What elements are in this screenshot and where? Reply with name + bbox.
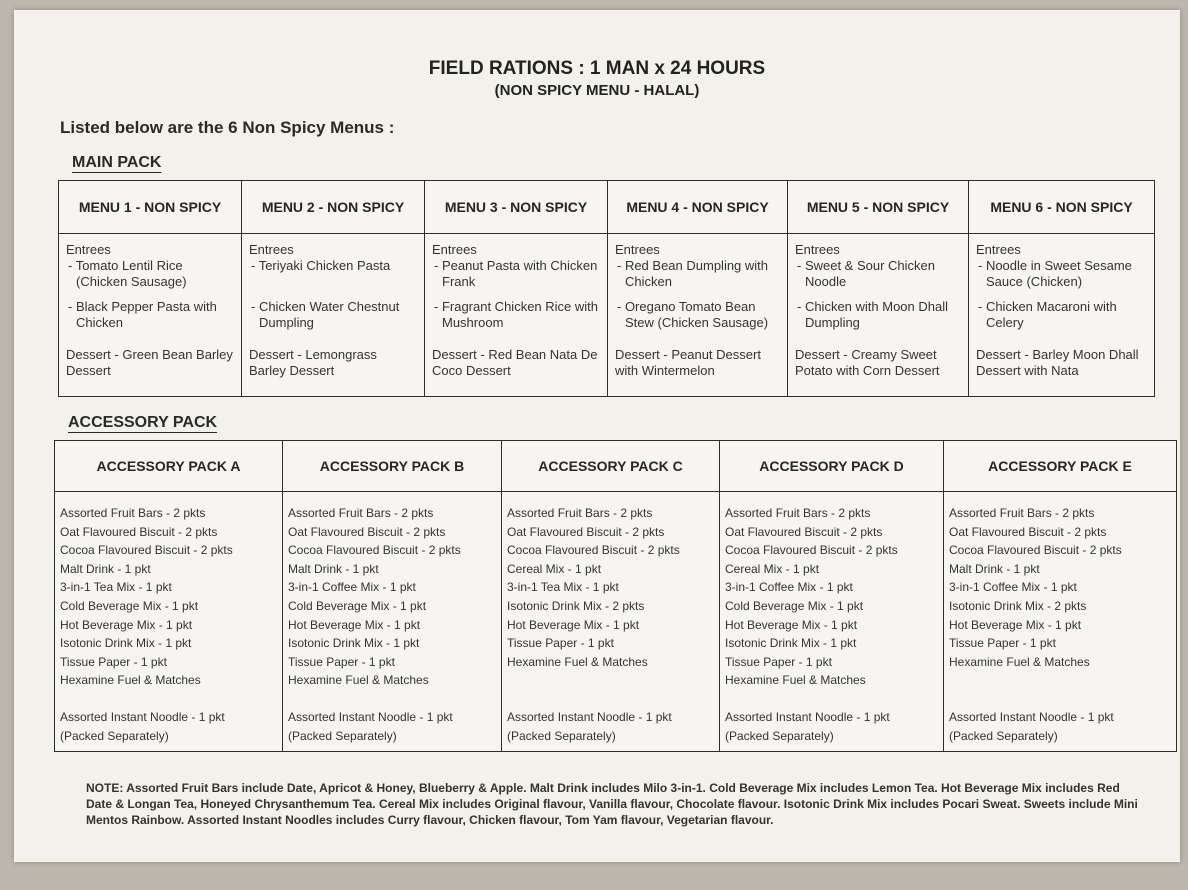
- menu-5-cell: [788, 234, 969, 397]
- accessory-item: Cocoa Flavoured Biscuit - 2 pkts: [949, 543, 1122, 558]
- accessory-item: Hexamine Fuel & Matches: [288, 673, 429, 688]
- entrees-label: Entrees: [615, 242, 660, 257]
- accessory-item: Hot Beverage Mix - 1 pkt: [949, 617, 1082, 632]
- document-title: FIELD RATIONS : 1 MAN x 24 HOURS: [428, 58, 766, 79]
- accessory-item: Tissue Paper - 1 pkt: [507, 636, 614, 651]
- menu-3-header: MENU 3 - NON SPICY: [425, 181, 608, 234]
- accessory-item: Oat Flavoured Biscuit - 2 pkts: [725, 524, 883, 539]
- entree-item: - Chicken Water Chestnut Dumpling: [251, 299, 400, 330]
- accessory-item: Cold Beverage Mix - 1 pkt: [288, 598, 427, 613]
- packed-separately-note: (Packed Separately): [288, 728, 397, 743]
- accessory-item: Tissue Paper - 1 pkt: [288, 654, 395, 669]
- entree-item: - Fragrant Chicken Rice with Mushroom: [434, 299, 598, 330]
- accessory-item: 3-in-1 Tea Mix - 1 pkt: [60, 580, 172, 595]
- entrees-label: Entrees: [795, 242, 840, 257]
- accessory-item: Hot Beverage Mix - 1 pkt: [60, 617, 193, 632]
- accessory-item: Tissue Paper - 1 pkt: [949, 636, 1056, 651]
- accessory-item: Hot Beverage Mix - 1 pkt: [725, 617, 858, 632]
- accessory-item: Oat Flavoured Biscuit - 2 pkts: [288, 524, 446, 539]
- accessory-item: Assorted Fruit Bars - 2 pkts: [60, 506, 206, 520]
- accessory-item: Assorted Fruit Bars - 2 pkts: [725, 506, 871, 520]
- dessert-item: Dessert - Red Bean Nata De Coco Dessert: [432, 347, 598, 378]
- accessory-pack-c-cell: [502, 492, 720, 752]
- accessory-item: Oat Flavoured Biscuit - 2 pkts: [949, 524, 1107, 539]
- accessory-pack-e-cell: [944, 492, 1177, 752]
- entrees-label: Entrees: [249, 242, 294, 257]
- accessory-item: Assorted Fruit Bars - 2 pkts: [949, 506, 1095, 520]
- accessory-item: 3-in-1 Coffee Mix - 1 pkt: [288, 580, 416, 595]
- accessory-pack-a-cell: [55, 492, 283, 752]
- accessory-item: 3-in-1 Tea Mix - 1 pkt: [507, 580, 619, 595]
- accessory-pack-d-cell: [720, 492, 944, 752]
- accessory-pack-c-header: ACCESSORY PACK C: [502, 441, 720, 492]
- menu-1-cell: [59, 234, 242, 397]
- accessory-pack-header-row: [55, 441, 1177, 492]
- accessory-item: Malt Drink - 1 pkt: [949, 561, 1040, 576]
- accessory-item: Hexamine Fuel & Matches: [507, 654, 648, 669]
- note-text: Assorted Fruit Bars include Date, Apricot & Honey, Blueberry & Apple. Malt Drink includes Milo 3-in-1. Cold Beverage Mix includes Lemon Tea. Hot Beverage Mix includes Red Date & Longan Tea, Honeyed Chrysanthemum Tea. Cereal Mix includes Original flavour, Vanilla flavour, Chocolate flavour. Isotonic Drink Mix includes Pocari Sweat. Sweets include Mini Mentos Rainbow. Assorted Instant Noodles includes Curry flavour, Chicken flavour, Tom Yam flavour, Vegetarian flavour.: [86, 781, 1138, 827]
- intro-text: Listed below are the 6 Non Spicy Menus :: [60, 118, 395, 137]
- accessory-pack-content-row: [55, 492, 1177, 752]
- packed-separately-note: (Packed Separately): [725, 728, 834, 743]
- menu-6-cell: [969, 234, 1155, 397]
- main-pack-content-row: [59, 234, 1155, 397]
- main-pack-heading: MAIN PACK: [72, 154, 162, 171]
- dessert-item: Dessert - Green Bean Barley Dessert: [66, 347, 233, 378]
- ration-sheet: [14, 10, 1180, 862]
- accessory-pack-b-cell: [283, 492, 502, 752]
- entree-item: - Red Bean Dumpling with Chicken: [617, 258, 769, 289]
- accessory-item: Oat Flavoured Biscuit - 2 pkts: [60, 524, 218, 539]
- instant-noodle-item: Assorted Instant Noodle - 1 pkt: [60, 710, 225, 724]
- accessory-pack-table: [54, 440, 1177, 752]
- accessory-item: Tissue Paper - 1 pkt: [60, 654, 167, 669]
- dessert-item: Dessert - Lemongrass Barley Dessert: [249, 347, 377, 378]
- menu-1-header: MENU 1 - NON SPICY: [59, 181, 242, 234]
- accessory-item: Cold Beverage Mix - 1 pkt: [60, 598, 199, 613]
- accessory-item: 3-in-1 Coffee Mix - 1 pkt: [949, 580, 1077, 595]
- entree-item: - Oregano Tomato Bean Stew (Chicken Sausage): [617, 299, 769, 330]
- entree-item: - Black Pepper Pasta with Chicken: [68, 299, 217, 330]
- dessert-item: Dessert - Peanut Dessert with Wintermelon: [615, 347, 761, 378]
- accessory-item: Malt Drink - 1 pkt: [288, 561, 379, 576]
- accessory-pack-e-header: ACCESSORY PACK E: [944, 441, 1177, 492]
- menu-4-header: MENU 4 - NON SPICY: [608, 181, 788, 234]
- accessory-item: Tissue Paper - 1 pkt: [725, 654, 832, 669]
- accessory-items-list: [60, 504, 277, 704]
- accessory-item: Hot Beverage Mix - 1 pkt: [288, 617, 421, 632]
- accessory-item: Isotonic Drink Mix - 2 pkts: [949, 598, 1087, 613]
- menu-6-header: MENU 6 - NON SPICY: [969, 181, 1155, 234]
- main-pack-header-row: [59, 181, 1155, 234]
- entrees-label: Entrees: [66, 242, 111, 257]
- accessory-item: Hot Beverage Mix - 1 pkt: [507, 617, 640, 632]
- accessory-pack-heading: ACCESSORY PACK: [68, 414, 218, 431]
- dessert-item: Dessert - Creamy Sweet Potato with Corn Dessert: [795, 347, 940, 378]
- accessory-item: Hexamine Fuel & Matches: [949, 654, 1090, 669]
- menu-5-header: MENU 5 - NON SPICY: [788, 181, 969, 234]
- accessory-items-list: [949, 504, 1171, 704]
- note-paragraph: [86, 780, 1140, 828]
- accessory-items-list: [288, 504, 496, 704]
- accessory-items-list: [725, 504, 938, 704]
- packed-separately-note: (Packed Separately): [60, 728, 169, 743]
- accessory-item: Isotonic Drink Mix - 2 pkts: [507, 598, 645, 613]
- accessory-item: Assorted Fruit Bars - 2 pkts: [507, 506, 653, 520]
- accessory-item: Cereal Mix - 1 pkt: [725, 561, 820, 576]
- accessory-item: Cereal Mix - 1 pkt: [507, 561, 602, 576]
- instant-noodle-item: Assorted Instant Noodle - 1 pkt: [949, 710, 1114, 724]
- accessory-item: Cocoa Flavoured Biscuit - 2 pkts: [60, 543, 233, 558]
- accessory-item: Assorted Fruit Bars - 2 pkts: [288, 506, 434, 520]
- accessory-pack-b-header: ACCESSORY PACK B: [283, 441, 502, 492]
- packed-separately-note: (Packed Separately): [949, 728, 1058, 743]
- accessory-items-list: [507, 504, 714, 704]
- entrees-label: Entrees: [976, 242, 1021, 257]
- entree-item: - Sweet & Sour Chicken Noodle: [797, 258, 936, 289]
- accessory-item: Malt Drink - 1 pkt: [60, 561, 151, 576]
- menu-3-cell: [425, 234, 608, 397]
- accessory-item: Cold Beverage Mix - 1 pkt: [725, 598, 864, 613]
- menu-2-header: MENU 2 - NON SPICY: [242, 181, 425, 234]
- accessory-item: Isotonic Drink Mix - 1 pkt: [60, 636, 192, 651]
- accessory-item: Isotonic Drink Mix - 1 pkt: [288, 636, 420, 651]
- packed-separately-note: (Packed Separately): [507, 728, 616, 743]
- entree-item: - Chicken Macaroni with Celery: [978, 299, 1117, 330]
- entree-item: - Tomato Lentil Rice (Chicken Sausage): [68, 258, 187, 289]
- accessory-item: Oat Flavoured Biscuit - 2 pkts: [507, 524, 665, 539]
- entree-item: - Chicken with Moon Dhall Dumpling: [797, 299, 949, 330]
- instant-noodle-item: Assorted Instant Noodle - 1 pkt: [725, 710, 890, 724]
- dessert-item: Dessert - Barley Moon Dhall Dessert with Nata: [976, 347, 1139, 378]
- entree-item: - Noodle in Sweet Sesame Sauce (Chicken): [978, 258, 1132, 289]
- accessory-pack-d-header: ACCESSORY PACK D: [720, 441, 944, 492]
- note-label: NOTE:: [86, 781, 124, 795]
- accessory-item: Cocoa Flavoured Biscuit - 2 pkts: [288, 543, 461, 558]
- accessory-item: Cocoa Flavoured Biscuit - 2 pkts: [725, 543, 898, 558]
- accessory-item: 3-in-1 Coffee Mix - 1 pkt: [725, 580, 853, 595]
- accessory-item: Hexamine Fuel & Matches: [725, 673, 866, 688]
- main-pack-table: [58, 180, 1155, 397]
- menu-2-cell: [242, 234, 425, 397]
- accessory-item: Isotonic Drink Mix - 1 pkt: [725, 636, 857, 651]
- instant-noodle-item: Assorted Instant Noodle - 1 pkt: [288, 710, 453, 724]
- instant-noodle-item: Assorted Instant Noodle - 1 pkt: [507, 710, 672, 724]
- entrees-label: Entrees: [432, 242, 477, 257]
- menu-4-cell: [608, 234, 788, 397]
- accessory-item: Cocoa Flavoured Biscuit - 2 pkts: [507, 543, 680, 558]
- document-subtitle: (NON SPICY MENU - HALAL): [494, 82, 700, 99]
- accessory-item: Hexamine Fuel & Matches: [60, 673, 201, 688]
- accessory-pack-a-header: ACCESSORY PACK A: [55, 441, 283, 492]
- entree-item: - Teriyaki Chicken Pasta: [251, 258, 391, 273]
- entree-item: - Peanut Pasta with Chicken Frank: [434, 258, 598, 289]
